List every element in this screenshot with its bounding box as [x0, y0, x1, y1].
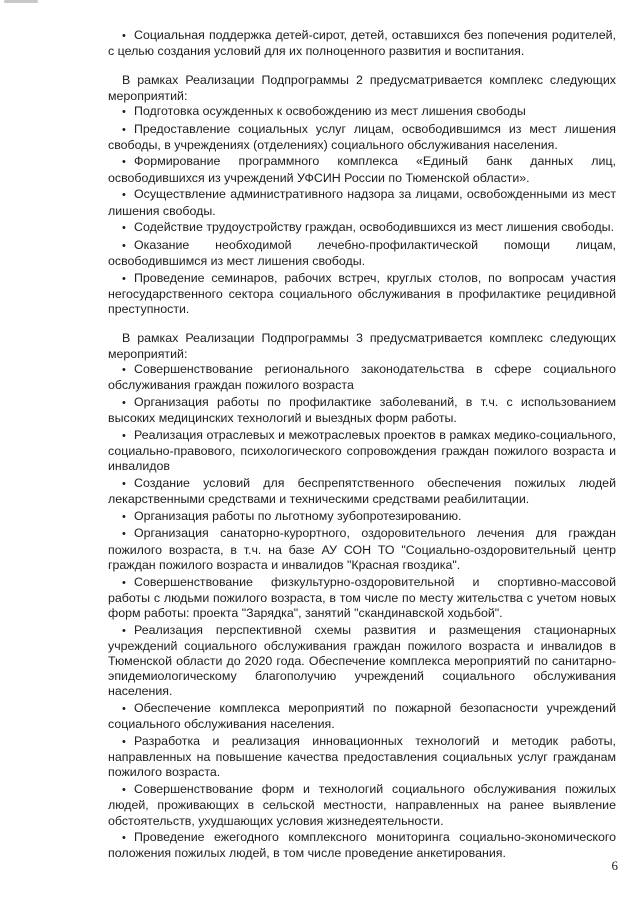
- bullet-icon: •: [122, 396, 126, 409]
- bullet-icon: •: [122, 30, 126, 42]
- list-item: [108, 623, 616, 700]
- bullet-icon: •: [122, 272, 126, 285]
- bullet-icon: •: [122, 510, 126, 523]
- bullet-icon: •: [122, 429, 126, 442]
- subprogram-2-section: [108, 73, 616, 317]
- bullet-icon: •: [122, 703, 126, 716]
- scan-corner-mark: [4, 0, 38, 3]
- bullet-icon: •: [122, 363, 126, 376]
- list-item-text: Содействие трудоустройству граждан, освободившихся из мест лишения свободы.: [134, 220, 615, 235]
- list-item: [108, 122, 616, 153]
- page-number: 6: [611, 858, 618, 873]
- bullet-icon: •: [122, 123, 126, 136]
- bullet-icon: •: [122, 156, 126, 169]
- list-item-text: Проведение ежегодного комплексного мониторинга социально-экономического положения пожилых людей, в том числе проведение анкетирования.: [108, 830, 616, 861]
- list-item: [108, 782, 616, 829]
- bullet-icon: •: [122, 189, 126, 202]
- list-item: [108, 428, 616, 475]
- list-item-text: Совершенствование физкультурно-оздоровительной и спортивно-массовой работы с людьми пожилого возраста, в том числе по месту жительства с учетом новых форм работы: проекта "Зарядка", занятий "скандинавской ходьбой".: [108, 574, 616, 620]
- bullet-icon: •: [122, 832, 126, 845]
- list-item-text: Социальная поддержка детей-сирот, детей, оставшихся без попечения родителей, с целью создания условий для их полноценного развития и воспитания.: [108, 28, 616, 59]
- list-item-text: Обеспечение комплекса мероприятий по пожарной безопасности учреждений социального обслуживания населения.: [108, 701, 616, 732]
- list-item: [108, 734, 616, 781]
- list-item: [108, 362, 616, 393]
- list-item-text: Реализация перспективной схемы развития и размещения стационарных учреждений социального обслуживания граждан пожилого возраста и инвалидов в Тюменской области до 2020 года. Обеспечение комплекса мероприятий по санитарно-эпидемиологическому благополучию учреждений социального обслуживания населения.: [108, 622, 616, 699]
- subprogram-2-intro: В рамках Реализации Подпрограммы 2 предусматривается комплекс следующих мероприятий:: [108, 73, 616, 103]
- list-item-text: Разработка и реализация инновационных технологий и методик работы, направленных на повышение качества предоставления социальных услуг гражданам пожилого возраста.: [108, 734, 616, 780]
- bullet-icon: •: [122, 528, 126, 541]
- list-item-text: Оказание необходимой лечебно-профилактической помощи лицам, освободившимся из мест лишения свободы.: [108, 237, 616, 269]
- list-item: [108, 104, 616, 120]
- list-item: [108, 575, 616, 622]
- list-item-text: Формирование программного комплекса «Единый банк данных лиц, освободившихся из учреждений УФСИН России по Тюменской области».: [108, 154, 616, 185]
- top-fragment: [108, 28, 616, 59]
- list-item-text: Реализация отраслевых и межотраслевых проектов в рамках медико-социального, социально-правового, психологического сопровождения граждан пожилого возраста и инвалидов: [108, 427, 616, 474]
- bullet-icon: •: [122, 105, 126, 118]
- subprogram-2-list: [108, 104, 616, 318]
- list-item-text: Организация работы по профилактике заболеваний, в т.ч. с использованием высоких медицинских технологий и выездных форм работы.: [108, 394, 616, 425]
- subprogram-3-section: [108, 331, 616, 861]
- list-item-text: Предоставление социальных услуг лицам, освободившимся из мест лишения свободы, в учреждениях (отделениях) социального обслуживания населения.: [108, 121, 616, 152]
- list-item-text: Создание условий для беспрепятственного обеспечения пожилых людей лекарственными средствами и техническими средствами реабилитации.: [108, 475, 616, 506]
- bullet-icon: •: [122, 736, 126, 749]
- list-item: [108, 28, 616, 59]
- bullet-icon: •: [122, 239, 126, 252]
- list-item-text: Совершенствование регионального законодательства в сфере социального обслуживания граждан пожилого возраста: [108, 361, 616, 393]
- list-item: [108, 271, 616, 318]
- list-item-text: Осуществление административного надзора за лицами, освобожденными из мест лишения свободы.: [108, 187, 616, 218]
- list-item: [108, 526, 616, 573]
- list-item: [108, 476, 616, 507]
- list-item-text: Подготовка осужденных к освобождению из мест лишения свободы: [134, 103, 526, 118]
- list-item: [108, 830, 616, 861]
- list-item: [108, 238, 616, 269]
- bullet-icon: •: [122, 784, 126, 797]
- document-body: [108, 28, 616, 863]
- list-item: [108, 154, 616, 185]
- bullet-icon: •: [122, 222, 126, 235]
- subprogram-3-list: [108, 362, 616, 862]
- list-item: [108, 509, 616, 525]
- list-item: [108, 220, 616, 236]
- list-item: [108, 187, 616, 218]
- list-item-text: Совершенствование форм и технологий социального обслуживания пожилых людей, проживающих в сельской местности, направленных на ранее выявление обстоятельств, ухудшающих условия жизнедеятельности.: [108, 782, 616, 828]
- list-item-text: Проведение семинаров, рабочих встреч, круглых столов, по вопросам участия негосударственного сектора социального обслуживания в профилактике рецидивной преступности.: [108, 270, 616, 317]
- subprogram-3-intro: В рамках Реализации Подпрограммы 3 предусматривается комплекс следующих мероприятий:: [108, 331, 616, 361]
- list-item-text: Организация санаторно-курортного, оздоровительного лечения для граждан пожилого возраста, в т.ч. на базе АУ СОН ТО "Социально-оздоровительный центр граждан пожилого возраста и инвалидов "Красная гвоздика".: [108, 526, 616, 572]
- bullet-icon: •: [122, 576, 126, 589]
- bullet-icon: •: [122, 624, 126, 637]
- list-item: [108, 395, 616, 426]
- bullet-icon: •: [122, 477, 126, 490]
- list-item-text: Организация работы по льготному зубопротезированию.: [134, 508, 462, 523]
- list-item: [108, 701, 616, 732]
- top-fragment-list: [108, 28, 616, 59]
